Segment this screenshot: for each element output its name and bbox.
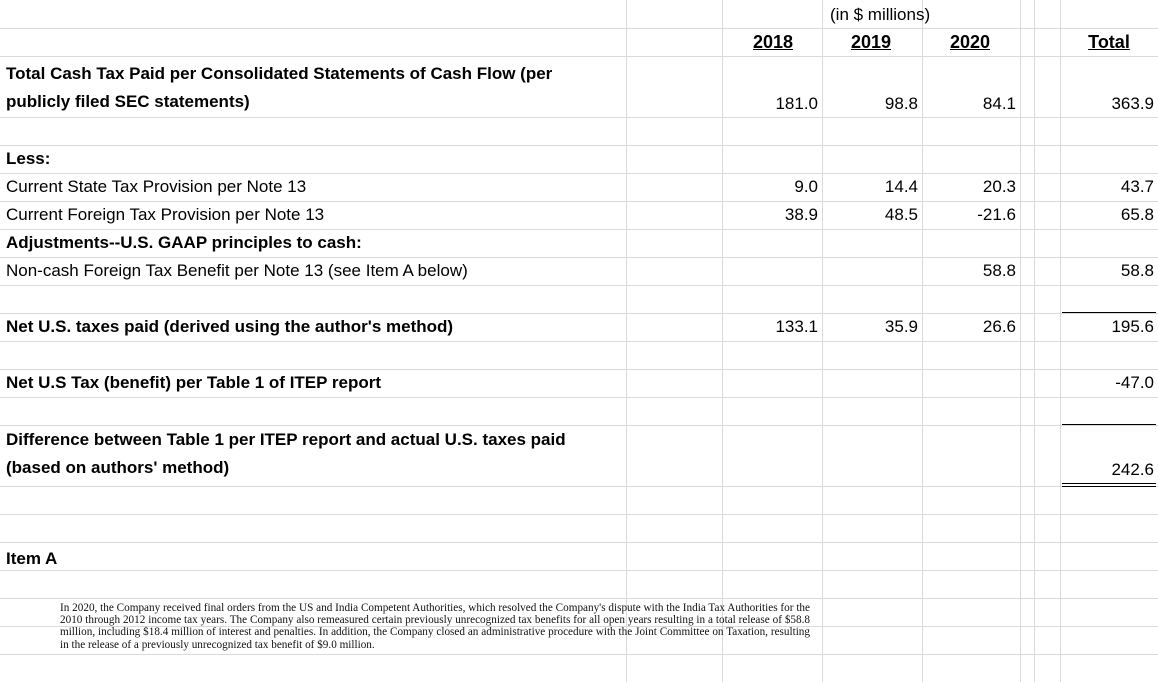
gridline bbox=[0, 257, 1158, 258]
units-label: (in $ millions) bbox=[830, 5, 931, 24]
column-header-2019: 2019 bbox=[850, 32, 892, 52]
foreign-tax-2020: -21.6 bbox=[977, 205, 1016, 224]
gridline bbox=[0, 117, 1158, 118]
row-label-cash-tax-cont: publicly filed SEC statements) bbox=[6, 92, 250, 111]
gridline bbox=[0, 173, 1158, 174]
row-label-net-us-taxes: Net U.S. taxes paid (derived using the author's method) bbox=[6, 317, 454, 336]
row-label-less: Less: bbox=[6, 149, 51, 168]
cash-tax-2018: 181.0 bbox=[775, 94, 818, 113]
gridline bbox=[0, 598, 1158, 599]
row-label-difference-cont: (based on authors' method) bbox=[6, 458, 230, 477]
gridline bbox=[0, 369, 1158, 370]
gridline bbox=[0, 229, 1158, 230]
gridline bbox=[626, 0, 627, 682]
row-label-state-tax: Current State Tax Provision per Note 13 bbox=[6, 177, 307, 196]
column-header-2020: 2020 bbox=[949, 32, 991, 52]
cash-tax-2020: 84.1 bbox=[982, 94, 1016, 113]
state-tax-2020: 20.3 bbox=[982, 177, 1016, 196]
cash-tax-2019: 98.8 bbox=[884, 94, 918, 113]
noncash-benefit-total: 58.8 bbox=[1120, 261, 1154, 280]
subtotal-rule bbox=[1062, 312, 1156, 313]
itep-tax-total: -47.0 bbox=[1115, 373, 1154, 392]
row-label-itep-tax: Net U.S Tax (benefit) per Table 1 of ITEP report bbox=[6, 373, 382, 392]
gridline bbox=[0, 486, 1158, 487]
row-label-adjustments: Adjustments--U.S. GAAP principles to cash: bbox=[6, 233, 362, 252]
gridline bbox=[0, 285, 1158, 286]
foreign-tax-2018: 38.9 bbox=[784, 205, 818, 224]
gridline bbox=[0, 28, 1158, 29]
foreign-tax-total: 65.8 bbox=[1120, 205, 1154, 224]
gridline bbox=[0, 514, 1158, 515]
gridline bbox=[0, 341, 1158, 342]
gridline bbox=[0, 201, 1158, 202]
item-a-note: In 2020, the Company received final orders from the US and India Competent Authorities, which resolved the Company's dispute with the India Tax Authorities for the 2010 through 2012 income tax years. The Company also remeasured certain previously unrecognized tax benefits for all open years resulting in a total release of $58.8 million, including $18.4 million of interest and penalties. In addition, the Company closed an administrative procedure with the Joint Committee on Taxation, resulting in the release of a previously unrecognized tax benefit of $9.0 million. bbox=[60, 602, 810, 651]
net-us-taxes-total: 195.6 bbox=[1111, 317, 1154, 336]
gridline bbox=[0, 397, 1158, 398]
gridline bbox=[0, 313, 1158, 314]
gridline bbox=[0, 425, 1158, 426]
row-label-cash-tax: Total Cash Tax Paid per Consolidated Statements of Cash Flow (per bbox=[6, 64, 553, 83]
column-header-total: Total bbox=[1088, 32, 1130, 52]
gridline bbox=[1034, 0, 1035, 682]
difference-total: 242.6 bbox=[1111, 460, 1154, 479]
row-label-noncash-benefit: Non-cash Foreign Tax Benefit per Note 13 (see Item A below) bbox=[6, 261, 468, 280]
total-double-rule bbox=[1062, 483, 1156, 487]
cash-tax-total: 363.9 bbox=[1111, 94, 1154, 113]
state-tax-total: 43.7 bbox=[1120, 177, 1154, 196]
gridline bbox=[1020, 0, 1021, 682]
gridline bbox=[0, 145, 1158, 146]
state-tax-2019: 14.4 bbox=[884, 177, 918, 196]
gridline bbox=[0, 542, 1158, 543]
item-a-heading: Item A bbox=[6, 549, 58, 568]
foreign-tax-2019: 48.5 bbox=[884, 205, 918, 224]
net-us-taxes-2018: 133.1 bbox=[775, 317, 818, 336]
noncash-benefit-2020: 58.8 bbox=[982, 261, 1016, 280]
subtotal-rule bbox=[1062, 424, 1156, 425]
gridline bbox=[0, 654, 1158, 655]
gridline bbox=[0, 570, 1158, 571]
row-label-foreign-tax: Current Foreign Tax Provision per Note 13 bbox=[6, 205, 325, 224]
column-header-2018: 2018 bbox=[752, 32, 794, 52]
net-us-taxes-2019: 35.9 bbox=[884, 317, 918, 336]
gridline bbox=[0, 56, 1158, 57]
state-tax-2018: 9.0 bbox=[794, 177, 818, 196]
row-label-difference: Difference between Table 1 per ITEP report and actual U.S. taxes paid bbox=[6, 430, 566, 449]
net-us-taxes-2020: 26.6 bbox=[982, 317, 1016, 336]
